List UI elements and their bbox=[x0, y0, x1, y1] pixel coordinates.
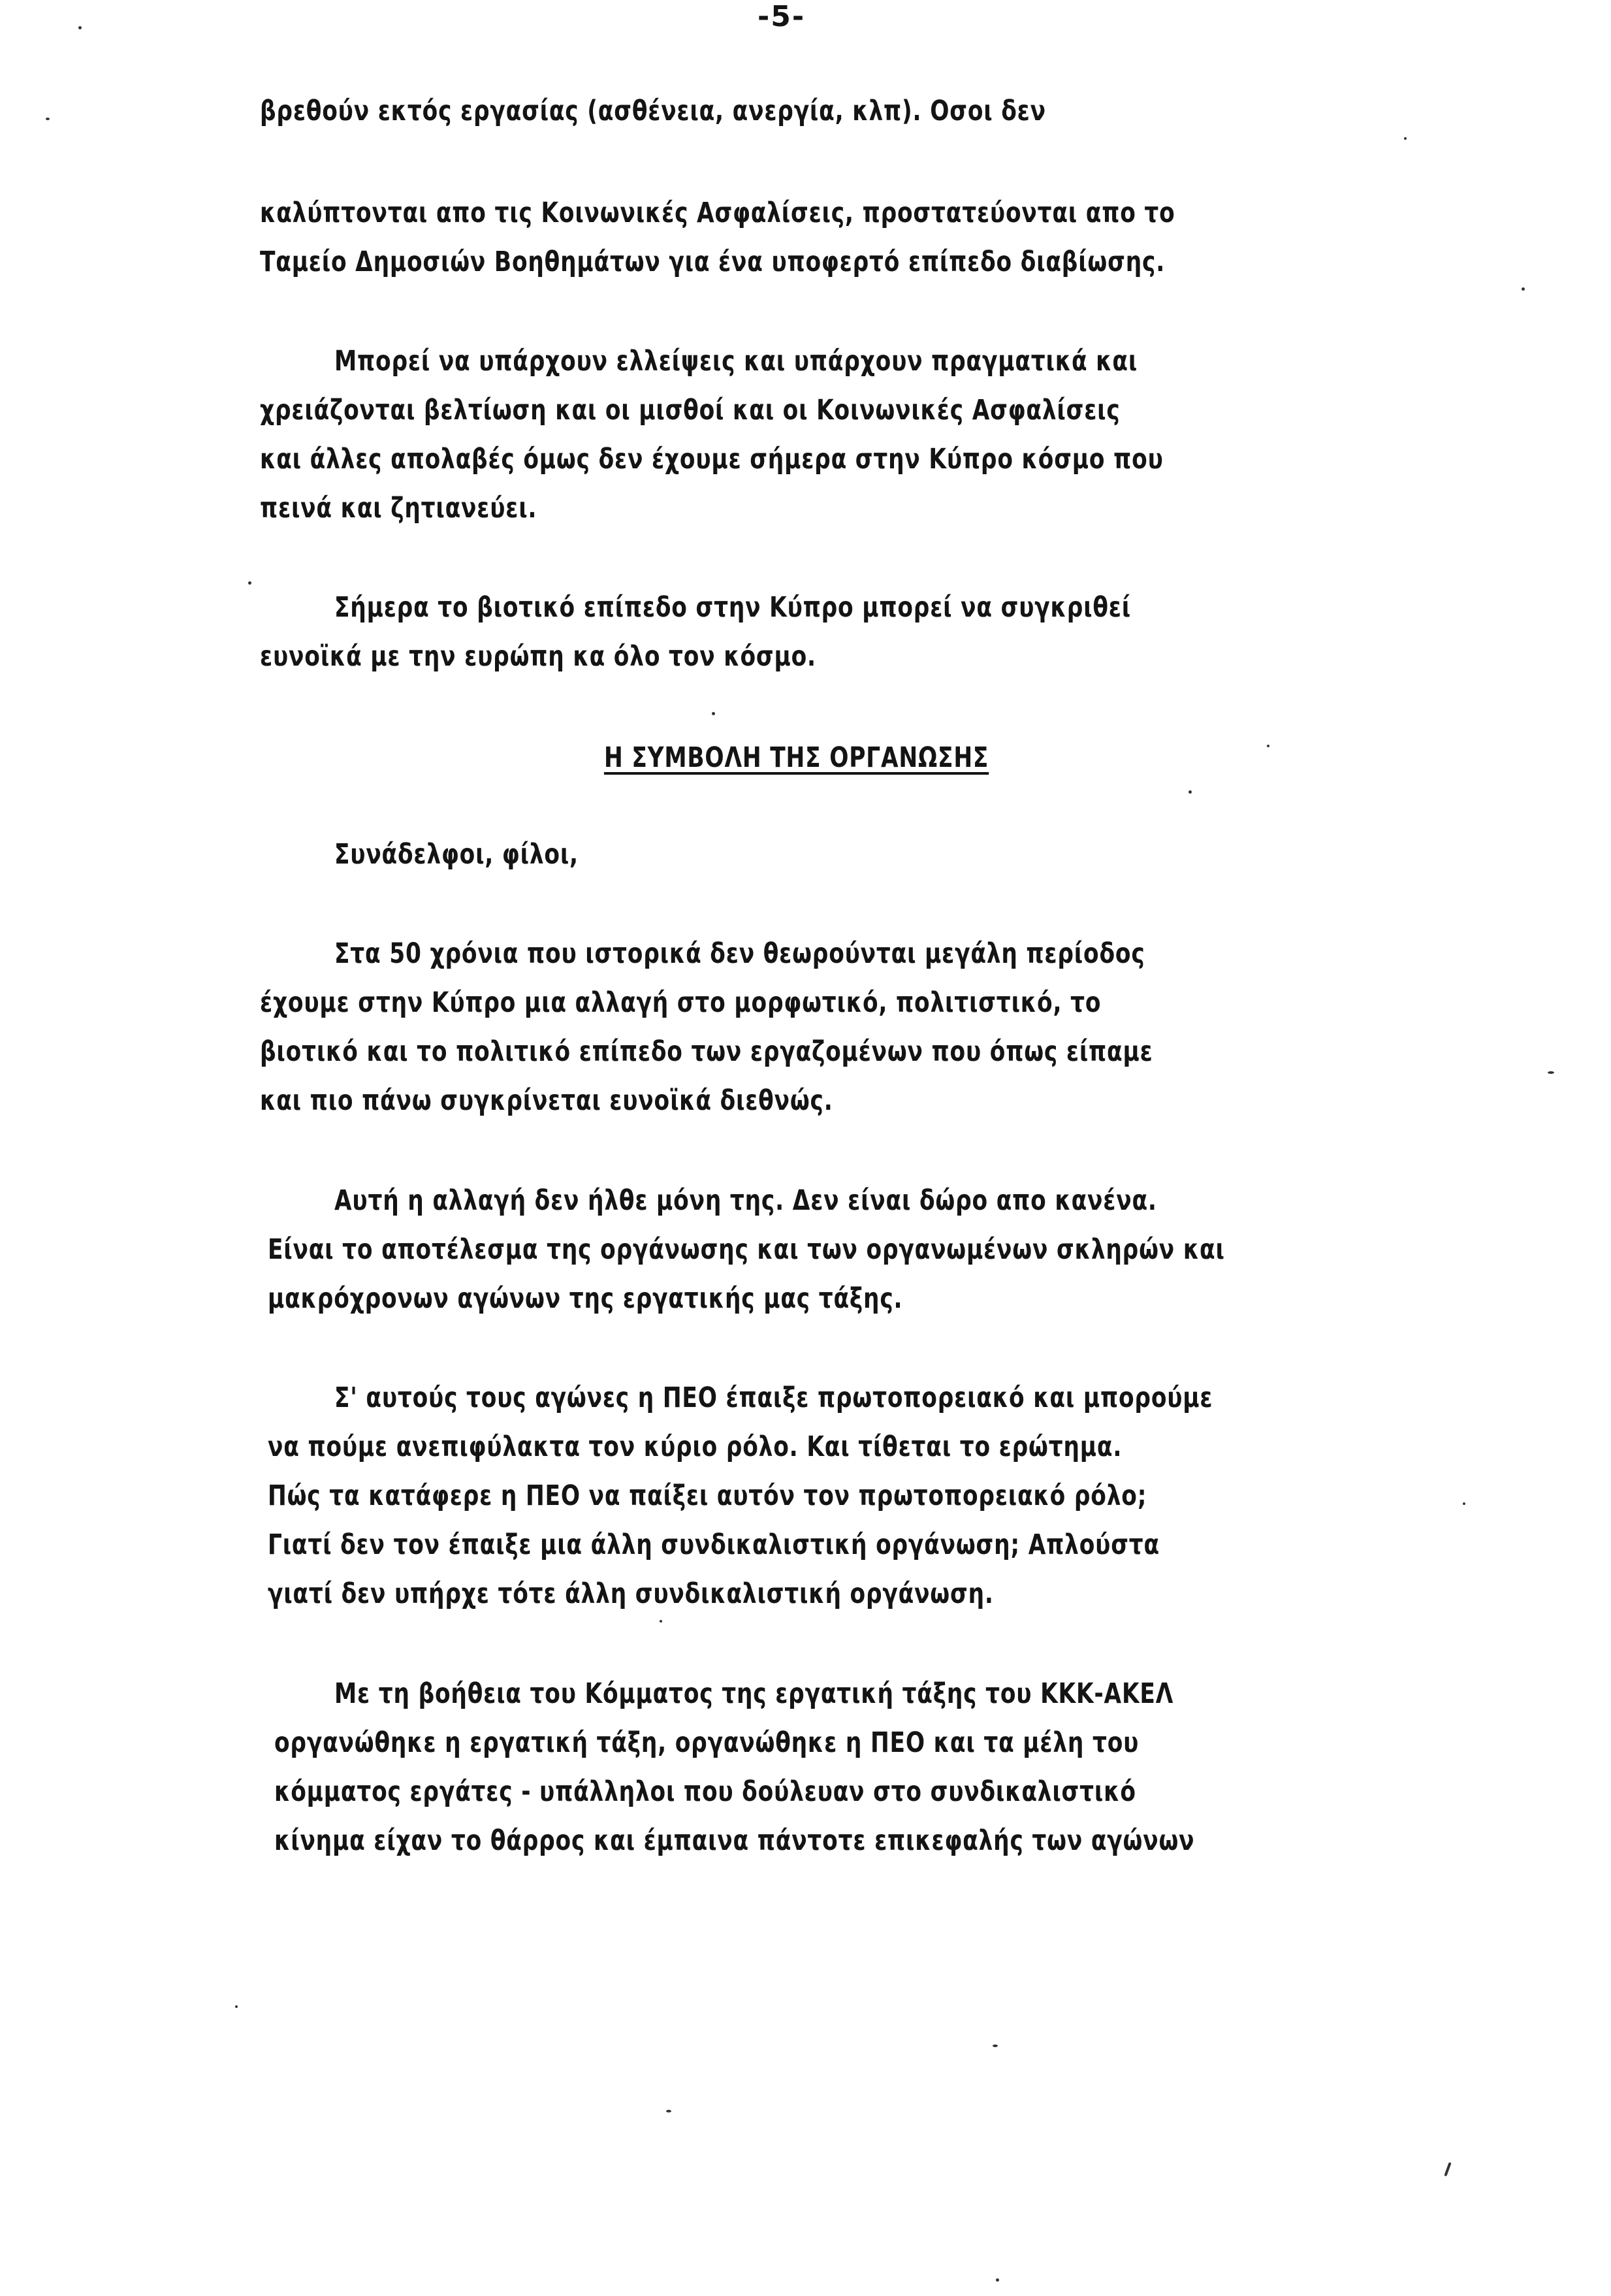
text-line: οργανώθηκε η εργατική τάξη, οργανώθηκε η ΠΕΟ και τα μέλη του bbox=[274, 1726, 1140, 1759]
scan-speck bbox=[235, 2005, 238, 2008]
text-line: Με τη βοήθεια του Κόμματος της εργατική τάξης του ΚΚΚ-ΑΚΕΛ bbox=[334, 1677, 1174, 1710]
text-line: καλύπτονται απο τις Κοινωνικές Ασφαλίσεις, προστατεύονται απο το bbox=[260, 197, 1175, 229]
scan-speck bbox=[1548, 1071, 1554, 1074]
text-line: Γιατί δεν τον έπαιξε μια άλλη συνδικαλιστική οργάνωση; Απλούστα bbox=[268, 1528, 1160, 1561]
text-line: Ταμείο Δημοσιών Βοηθημάτων για ένα υποφερτό επίπεδο διαβίωσης. bbox=[260, 246, 1166, 278]
text-line: Πώς τα κατάφερε η ΠΕΟ να παίξει αυτόν τον πρωτοπορειακό ρόλο; bbox=[268, 1479, 1147, 1512]
text-line: Είναι το αποτέλεσμα της οργάνωσης και των οργανωμένων σκληρών και bbox=[268, 1233, 1225, 1266]
text-line: έχουμε στην Κύπρο μια αλλαγή στο μορφωτικό, πολιτιστικό, το bbox=[260, 986, 1102, 1019]
text-line: Αυτή η αλλαγή δεν ήλθε μόνη της. Δεν είναι δώρο απο κανένα. bbox=[334, 1184, 1157, 1217]
scan-speck bbox=[1463, 1502, 1465, 1505]
text-line: και πιο πάνω συγκρίνεται ευνοϊκά διεθνώς. bbox=[260, 1084, 833, 1117]
scan-speck bbox=[78, 26, 82, 29]
text-line: βιοτικό και το πολιτικό επίπεδο των εργαζομένων που όπως είπαμε bbox=[260, 1035, 1153, 1068]
text-line: Συνάδελφοι, φίλοι, bbox=[334, 838, 579, 871]
scan-speck bbox=[996, 2278, 999, 2282]
scan-speck bbox=[993, 2045, 998, 2047]
text-line: Στα 50 χρόνια που ιστορικά δεν θεωρούνται μεγάλη περίοδος bbox=[334, 937, 1145, 970]
text-line: γιατί δεν υπήρχε τότε άλλη συνδικαλιστική οργάνωση. bbox=[268, 1577, 994, 1610]
text-line: κίνημα είχαν το θάρρος και έμπαινα πάντοτε επικεφαλής των αγώνων bbox=[274, 1824, 1195, 1857]
scan-speck bbox=[666, 2110, 671, 2112]
text-line: χρειάζονται βελτίωση και οι μισθοί και οι Κοινωνικές Ασφαλίσεις bbox=[260, 394, 1121, 427]
text-line: Μπορεί να υπάρχουν ελλείψεις και υπάρχουν πραγματικά και bbox=[334, 345, 1138, 378]
text-line: Σ' αυτούς τους αγώνες η ΠΕΟ έπαιξε πρωτοπορειακό και μπορούμε bbox=[334, 1382, 1213, 1414]
text-line: Σήμερα το βιοτικό επίπεδο στην Κύπρο μπορεί να συγκριθεί bbox=[334, 591, 1131, 624]
text-line: μακρόχρονων αγώνων της εργατικής μας τάξης. bbox=[268, 1282, 903, 1315]
text-line: κόμματος εργάτες - υπάλληλοι που δούλευαν στο συνδικαλιστικό bbox=[274, 1775, 1136, 1808]
text-line: ευνοϊκά με την ευρώπη κα όλο τον κόσμο. bbox=[260, 640, 816, 673]
scan-speck bbox=[1404, 137, 1407, 140]
scan-speck bbox=[248, 581, 251, 585]
scan-speck bbox=[712, 712, 715, 715]
scan-speck bbox=[660, 1620, 662, 1623]
text-line: πεινά και ζητιανεύει. bbox=[260, 492, 537, 525]
scan-speck bbox=[46, 118, 50, 120]
scan-speck bbox=[1267, 745, 1269, 747]
scan-speck bbox=[1188, 790, 1192, 794]
text-line: και άλλες απολαβές όμως δεν έχουμε σήμερα στην Κύπρο κόσμο που bbox=[260, 443, 1164, 476]
text-line: βρεθούν εκτός εργασίας (ασθένεια, ανεργία, κλπ). Οσοι δεν bbox=[260, 95, 1046, 127]
page-number: -5- bbox=[758, 0, 806, 33]
text-line: να πούμε ανεπιφύλακτα τον κύριο ρόλο. Και τίθεται το ερώτημα. bbox=[268, 1431, 1123, 1463]
section-heading: Η ΣΥΜΒΟΛΗ ΤΗΣ ΟΡΓΑΝΩΣΗΣ bbox=[604, 741, 989, 774]
scan-speck bbox=[1522, 287, 1525, 291]
scan-speck bbox=[1444, 2162, 1451, 2176]
